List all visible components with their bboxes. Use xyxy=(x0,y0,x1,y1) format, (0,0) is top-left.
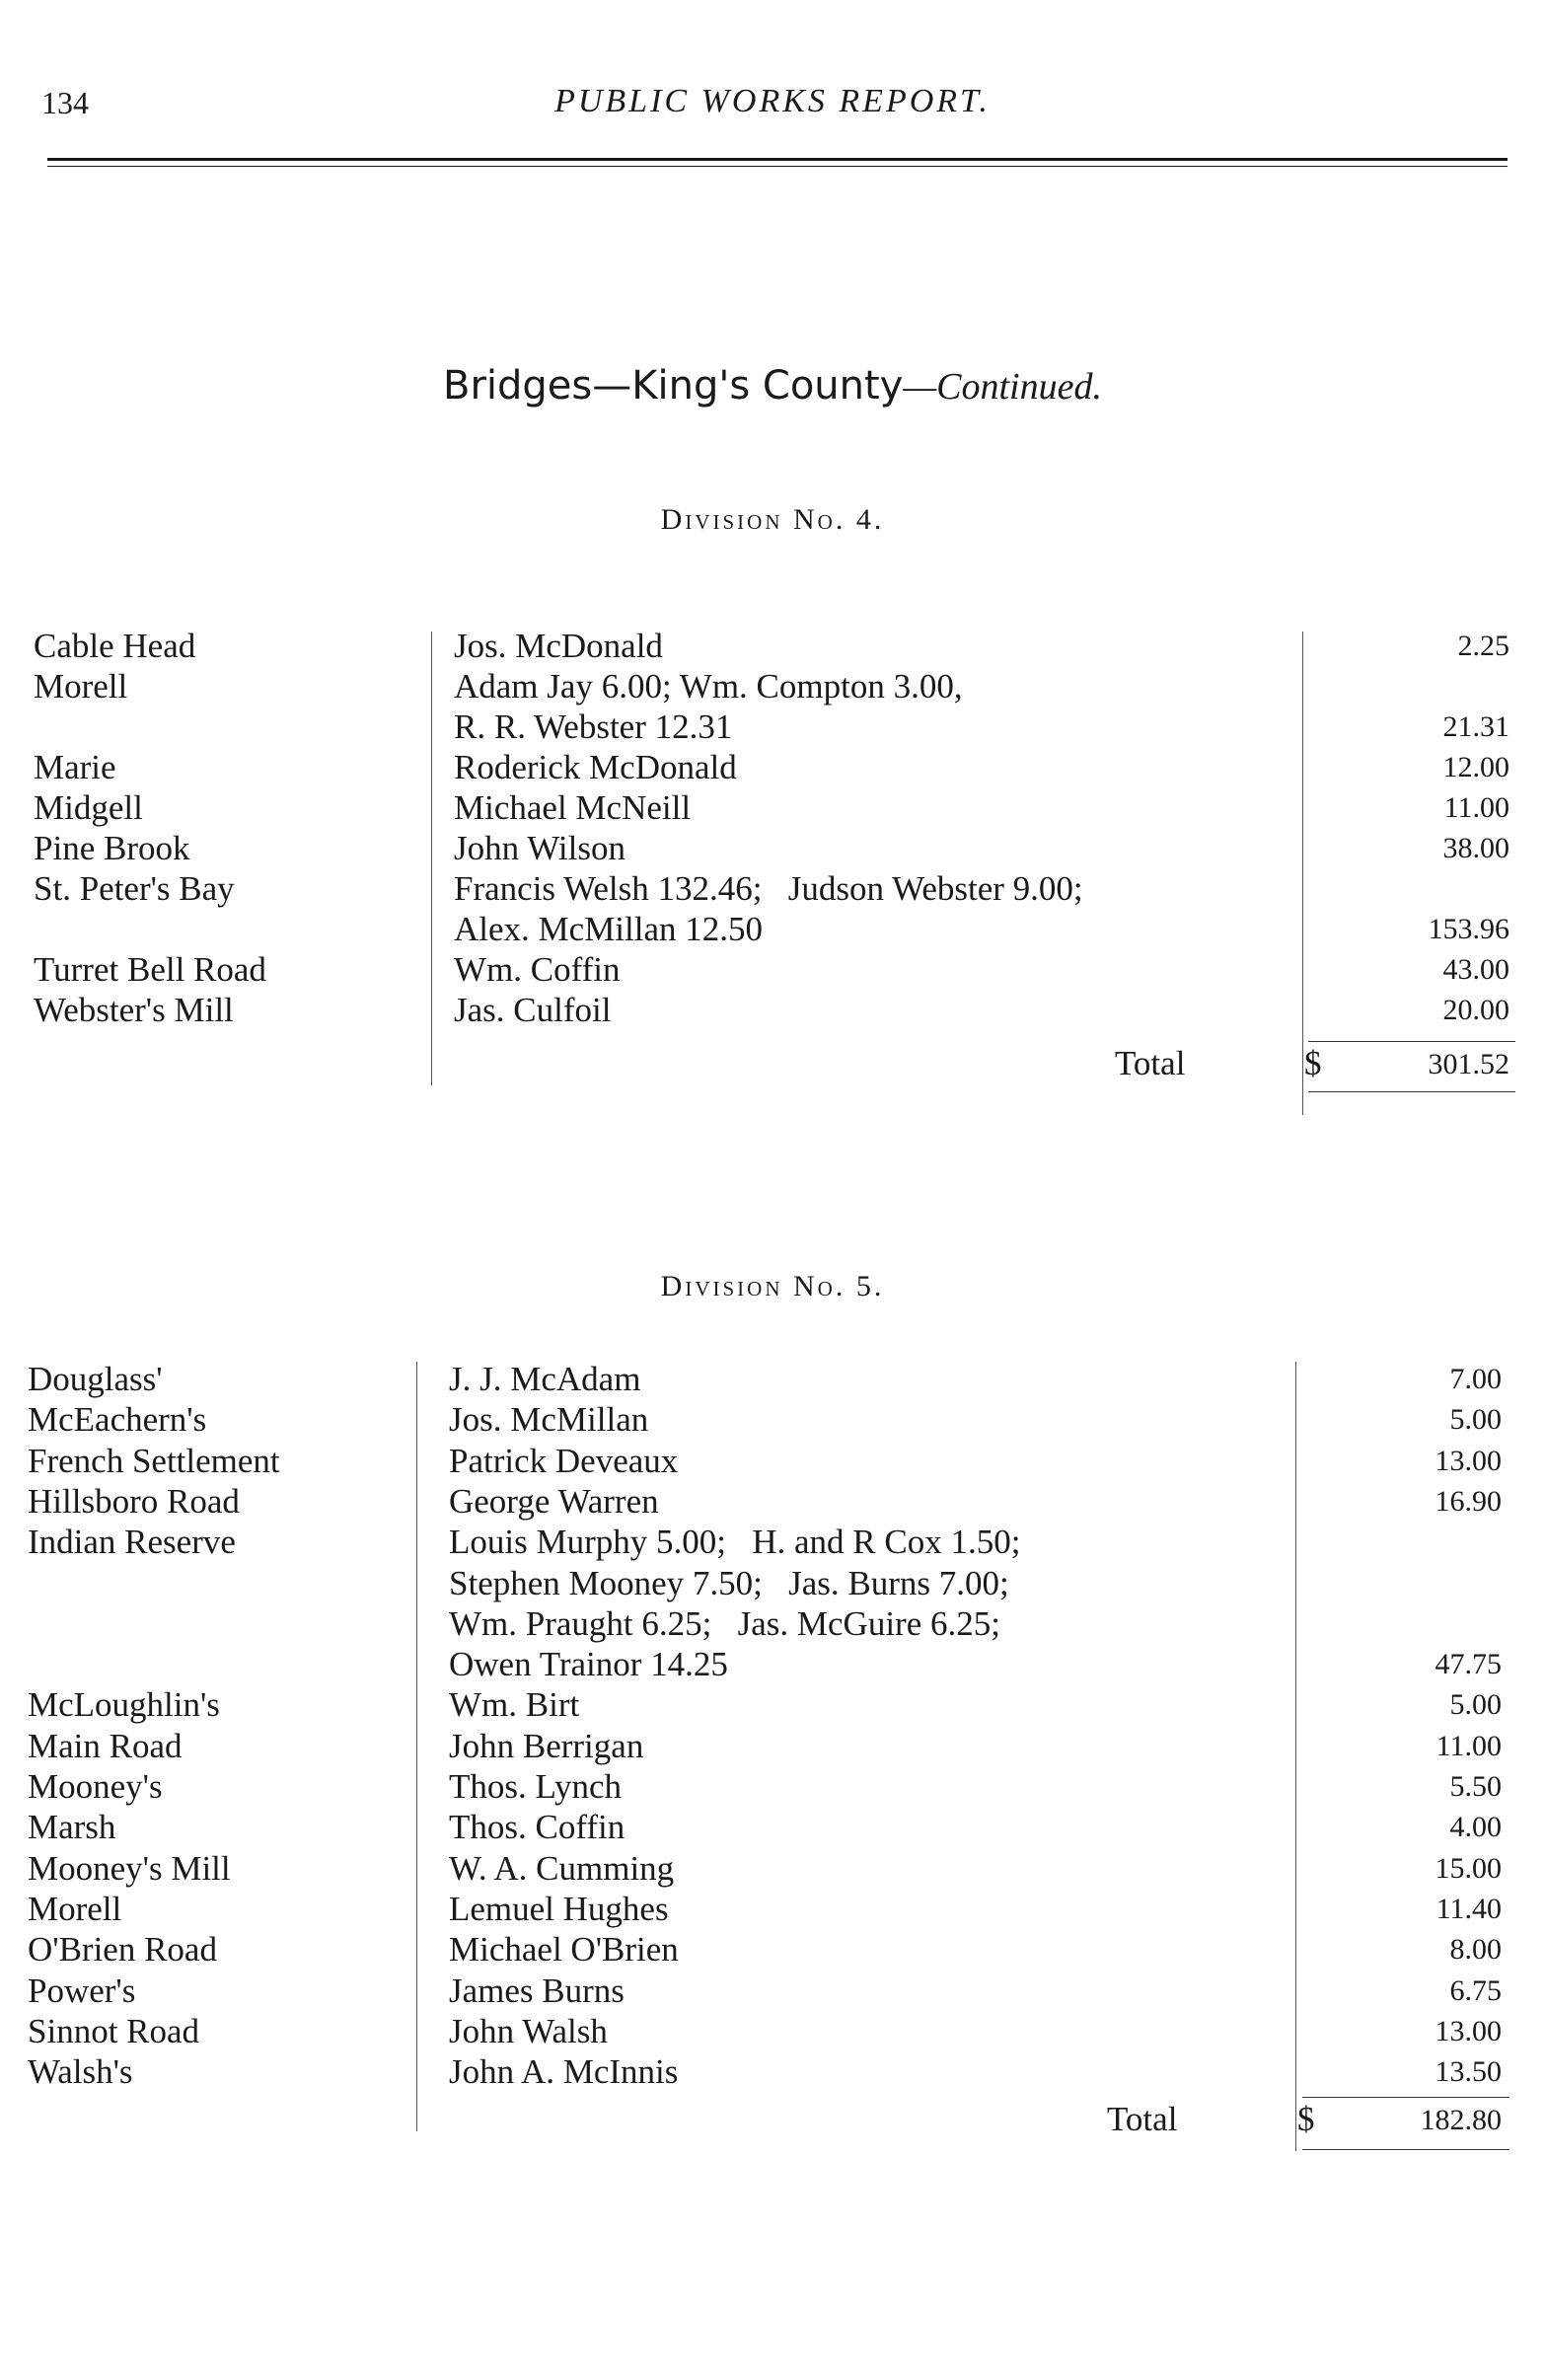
division-4-total: 301.52 xyxy=(1428,1048,1509,1080)
row-amount: 6.75 xyxy=(1449,1973,1502,2007)
row-amount: 47.75 xyxy=(1435,1648,1502,1681)
row-place: Turret Bell Road xyxy=(34,950,266,989)
row-name-line: Thos. Lynch xyxy=(449,1767,622,1806)
row-name-line: Patrick Deveaux xyxy=(449,1441,679,1480)
row-amount: 13.00 xyxy=(1435,2014,1502,2047)
row-place: Pine Brook xyxy=(34,829,190,867)
row-name-line: Stephen Mooney 7.50; Jas. Burns 7.00; xyxy=(449,1563,1009,1602)
row-amount: 38.00 xyxy=(1442,832,1509,864)
row-place: Cable Head xyxy=(34,627,196,665)
row-place: O'Brien Road xyxy=(28,1930,217,1970)
division-5-sum-rule xyxy=(1302,2097,1509,2098)
division-4-total-label: Total xyxy=(1115,1044,1186,1082)
running-title: PUBLIC WORKS REPORT. xyxy=(554,83,991,119)
row-place: Sinnot Road xyxy=(28,2011,200,2050)
row-amount: 20.00 xyxy=(1442,994,1509,1026)
row-place: Morell xyxy=(34,667,128,706)
division-5-total-label: Total xyxy=(1107,2100,1178,2138)
row-amount: 4.00 xyxy=(1449,1811,1502,1844)
row-amount: 5.00 xyxy=(1449,1688,1502,1722)
division-4-rule-right xyxy=(1302,632,1303,1115)
row-place: Midgell xyxy=(34,788,143,827)
row-amount: 7.00 xyxy=(1449,1363,1502,1395)
row-name-line: Jos. McDonald xyxy=(454,627,663,665)
row-amount: 11.00 xyxy=(1443,791,1509,824)
row-name-line: Wm. Coffin xyxy=(454,950,621,989)
row-amount: 21.31 xyxy=(1442,710,1509,743)
row-amount: 153.96 xyxy=(1428,913,1509,945)
row-amount: 11.40 xyxy=(1435,1892,1502,1925)
row-amount: 15.00 xyxy=(1435,1851,1502,1885)
row-name-line: James Burns xyxy=(449,1971,625,2010)
row-name-line: Wm. Birt xyxy=(449,1685,580,1725)
row-place: Indian Reserve xyxy=(28,1523,236,1562)
division-4-currency: $ xyxy=(1304,1044,1322,1082)
row-amount: 2.25 xyxy=(1457,630,1509,662)
row-amount: 5.50 xyxy=(1449,1770,1502,1803)
row-amount: 13.00 xyxy=(1435,1444,1502,1477)
row-name-line: John Walsh xyxy=(449,2011,608,2050)
row-name-line: Louis Murphy 5.00; H. and R Cox 1.50; xyxy=(449,1523,1021,1562)
row-name-line: J. J. McAdam xyxy=(449,1360,641,1398)
header-rule xyxy=(47,158,1508,161)
row-name-line: John Berrigan xyxy=(449,1726,644,1765)
division-5-total-underline xyxy=(1302,2149,1509,2150)
division-4-heading: Division No. 4. xyxy=(660,503,885,536)
division-5-currency: $ xyxy=(1297,2100,1315,2138)
row-name-line: Michael O'Brien xyxy=(449,1930,679,1970)
row-place: Walsh's xyxy=(28,2052,133,2092)
row-name-line: Roderick McDonald xyxy=(454,748,737,786)
row-amount: 5.00 xyxy=(1449,1403,1502,1437)
division-5-heading: Division No. 5. xyxy=(660,1270,885,1302)
row-place: Mooney's Mill xyxy=(28,1848,231,1888)
row-name-line: George Warren xyxy=(449,1481,659,1521)
division-5-rule-left xyxy=(416,1362,417,2131)
row-place: Marie xyxy=(34,748,116,786)
row-place: Mooney's xyxy=(28,1767,163,1806)
row-place: Douglass' xyxy=(28,1360,163,1398)
row-place: St. Peter's Bay xyxy=(34,869,235,908)
row-amount: 43.00 xyxy=(1442,953,1509,986)
row-place: McEachern's xyxy=(28,1400,207,1440)
row-amount: 8.00 xyxy=(1449,1933,1502,1967)
division-5-total: 182.80 xyxy=(1420,2104,1502,2136)
row-name-line: Wm. Praught 6.25; Jas. McGuire 6.25; xyxy=(449,1603,1000,1643)
page-number: 134 xyxy=(41,85,89,120)
row-name-line: Owen Trainor 14.25 xyxy=(449,1645,728,1684)
page-title xyxy=(0,363,1545,409)
row-name-line: Michael McNeill xyxy=(454,788,692,827)
row-place: McLoughlin's xyxy=(28,1685,220,1725)
row-name-line: Alex. McMillan 12.50 xyxy=(454,910,764,948)
division-4-total-underline xyxy=(1308,1091,1515,1092)
row-amount: 11.00 xyxy=(1435,1729,1502,1762)
row-name-line: John A. McInnis xyxy=(449,2052,679,2092)
row-name-line: Lemuel Hughes xyxy=(449,1889,669,1928)
row-amount: 12.00 xyxy=(1442,751,1509,783)
row-place: Main Road xyxy=(28,1726,183,1765)
division-4-rule-left xyxy=(431,632,432,1085)
title-continued: —Continued. xyxy=(903,366,1102,408)
header-rule-thin xyxy=(47,166,1508,167)
row-name-line: John Wilson xyxy=(454,829,625,867)
division-4-sum-rule xyxy=(1308,1041,1515,1042)
row-place: Webster's Mill xyxy=(34,991,234,1029)
row-amount: 16.90 xyxy=(1435,1484,1502,1518)
row-name-line: Adam Jay 6.00; Wm. Compton 3.00, xyxy=(454,667,963,706)
row-name-line: W. A. Cumming xyxy=(449,1848,675,1888)
row-place: Power's xyxy=(28,1971,136,2010)
row-amount: 13.50 xyxy=(1435,2055,1502,2089)
row-place: Morell xyxy=(28,1889,122,1928)
row-name-line: Thos. Coffin xyxy=(449,1808,625,1847)
division-5-rule-right xyxy=(1295,1362,1296,2151)
row-place: Hillsboro Road xyxy=(28,1481,240,1521)
title-main: Bridges—King's County xyxy=(443,363,904,409)
row-name-line: R. R. Webster 12.31 xyxy=(454,707,733,746)
row-name-line: Jas. Culfoil xyxy=(454,991,612,1029)
row-name-line: Francis Welsh 132.46; Judson Webster 9.00; xyxy=(454,869,1083,908)
row-name-line: Jos. McMillan xyxy=(449,1400,649,1440)
row-place: Marsh xyxy=(28,1808,116,1847)
row-place: French Settlement xyxy=(28,1441,280,1480)
